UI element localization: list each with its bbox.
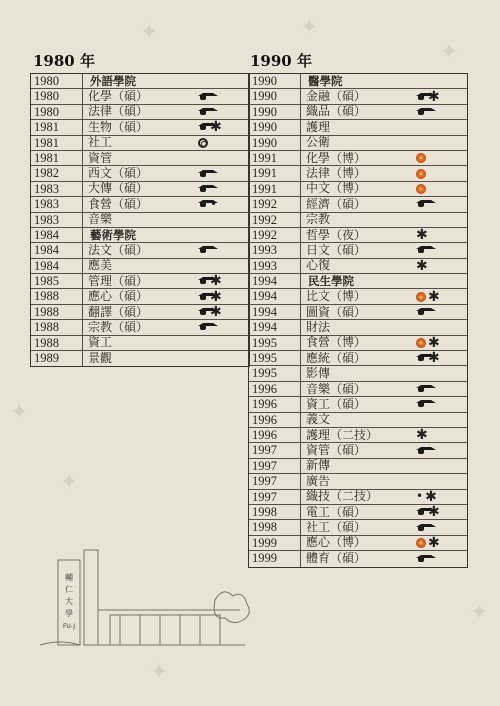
department-name: 日文（碩） bbox=[306, 243, 367, 257]
year-cell: 1985 bbox=[31, 274, 83, 288]
background-pattern: ✦ bbox=[140, 20, 159, 45]
marker-cell bbox=[198, 273, 249, 290]
marker-cell bbox=[198, 138, 249, 148]
department-name: 應心（碩） bbox=[88, 289, 149, 304]
table-row bbox=[31, 74, 249, 89]
year-cell: 1994 bbox=[249, 320, 301, 334]
department-name: 景觀 bbox=[88, 351, 113, 366]
asterisk-icon: ✱ bbox=[428, 534, 440, 551]
table-row bbox=[249, 213, 467, 228]
table-row bbox=[249, 459, 467, 474]
background-pattern: ✦ bbox=[10, 400, 29, 425]
graduation-cap-icon bbox=[416, 200, 426, 208]
year-cell: 1981 bbox=[31, 136, 83, 150]
department-name: 音樂 bbox=[88, 212, 113, 227]
marker-cell bbox=[198, 197, 249, 212]
table-row bbox=[249, 336, 467, 351]
year-cell: 1990 bbox=[249, 120, 301, 134]
year-cell: 1991 bbox=[249, 166, 301, 180]
year-cell: 1990 bbox=[249, 89, 301, 103]
department-name: 應美 bbox=[88, 258, 113, 273]
table-row bbox=[249, 105, 467, 120]
table-row bbox=[249, 505, 467, 520]
table-row bbox=[249, 536, 467, 551]
marker-cell bbox=[416, 246, 467, 254]
asterisk-icon: ✱ bbox=[428, 288, 440, 305]
section-heading-1990: 1990 年 bbox=[250, 52, 312, 70]
table-row bbox=[249, 551, 467, 566]
year-cell: 1982 bbox=[31, 166, 83, 180]
department-name: 音樂（碩） bbox=[306, 381, 367, 396]
college-name: 民生學院 bbox=[308, 273, 354, 288]
dot-icon: • bbox=[416, 489, 424, 504]
year-cell: 1988 bbox=[31, 289, 83, 303]
department-name: 新傳 bbox=[306, 458, 331, 473]
table-row bbox=[249, 166, 467, 181]
graduation-cap-icon bbox=[198, 246, 208, 254]
department-name: 化學（碩） bbox=[88, 89, 149, 104]
department-name: 食營（博） bbox=[306, 335, 367, 350]
year-cell: 1988 bbox=[31, 320, 83, 334]
marker-cell bbox=[416, 385, 467, 393]
background-pattern: ✦ bbox=[60, 470, 79, 495]
circle-icon bbox=[198, 138, 208, 148]
sign-char: 學 bbox=[65, 609, 73, 618]
table-row bbox=[31, 243, 249, 258]
marker-cell bbox=[416, 534, 467, 551]
table-row bbox=[249, 259, 467, 274]
marker-cell bbox=[198, 288, 249, 305]
department-name: 資工（碩） bbox=[306, 396, 367, 411]
table-row bbox=[249, 397, 467, 412]
doctoral-badge-icon bbox=[416, 169, 426, 179]
table-row bbox=[249, 305, 467, 320]
table-row bbox=[31, 305, 249, 320]
department-name: 法律（碩） bbox=[88, 104, 149, 119]
marker-cell bbox=[416, 227, 467, 244]
college-name: 外語學院 bbox=[90, 73, 136, 88]
year-cell: 1997 bbox=[249, 443, 301, 457]
asterisk-icon: ✱ bbox=[210, 119, 222, 136]
table-row bbox=[31, 274, 249, 289]
table-row bbox=[249, 243, 467, 258]
background-pattern: ✦ bbox=[150, 660, 169, 685]
department-name: 公衛 bbox=[306, 135, 331, 150]
graduation-cap-icon bbox=[416, 447, 426, 455]
graduation-cap-icon bbox=[198, 185, 208, 193]
asterisk-icon: ✱ bbox=[428, 350, 440, 367]
table-row bbox=[249, 366, 467, 381]
year-cell: 1981 bbox=[31, 120, 83, 134]
department-name: 織品（碩） bbox=[306, 104, 367, 119]
marker-cell bbox=[416, 184, 467, 194]
year-cell: 1995 bbox=[249, 351, 301, 365]
marker-cell bbox=[416, 489, 467, 504]
department-name: 宗教（碩） bbox=[88, 319, 149, 334]
department-name: 化學（博） bbox=[306, 150, 367, 165]
table-row bbox=[249, 151, 467, 166]
department-name: 圖資（碩） bbox=[306, 304, 367, 319]
graduation-cap-icon bbox=[198, 93, 208, 101]
marker-cell bbox=[198, 170, 249, 178]
year-cell: 1992 bbox=[249, 228, 301, 242]
graduation-cap-icon bbox=[416, 246, 426, 254]
department-name: 護理 bbox=[306, 119, 331, 134]
marker-cell bbox=[198, 304, 249, 321]
department-name: 管理（碩） bbox=[88, 273, 149, 288]
table-row bbox=[31, 289, 249, 304]
graduation-cap-icon bbox=[416, 555, 426, 563]
year-cell: 1995 bbox=[249, 366, 301, 380]
table-row bbox=[249, 89, 467, 104]
table-row bbox=[31, 336, 249, 351]
graduation-cap-icon bbox=[416, 354, 426, 362]
table-row bbox=[249, 320, 467, 335]
department-name: 護理（二技） bbox=[306, 427, 379, 442]
year-cell: 1996 bbox=[249, 413, 301, 427]
department-name: 應統（碩） bbox=[306, 350, 367, 365]
table-row bbox=[249, 182, 467, 197]
department-name: 體育（碩） bbox=[306, 551, 367, 566]
year-cell: 1994 bbox=[249, 274, 301, 288]
department-table-1980 bbox=[30, 73, 250, 367]
department-name: 電工（碩） bbox=[306, 504, 367, 519]
marker-cell bbox=[416, 524, 467, 532]
department-name: 資管（碩） bbox=[306, 443, 367, 458]
doctoral-badge-icon bbox=[416, 338, 426, 348]
marker-cell bbox=[416, 108, 467, 116]
graduation-cap-icon bbox=[198, 308, 208, 316]
marker-cell bbox=[198, 108, 249, 116]
department-name: 翻譯（碩） bbox=[88, 304, 149, 319]
marker-cell bbox=[416, 200, 467, 208]
table-row bbox=[31, 213, 249, 228]
doctoral-badge-icon bbox=[416, 153, 426, 163]
year-cell: 1990 bbox=[249, 136, 301, 150]
department-name: 廣告 bbox=[306, 473, 331, 488]
department-name: 比文（博） bbox=[306, 289, 367, 304]
table-row bbox=[249, 289, 467, 304]
graduation-cap-icon bbox=[416, 108, 426, 116]
department-name: 經濟（碩） bbox=[306, 196, 367, 211]
year-cell: 1991 bbox=[249, 182, 301, 196]
marker-cell bbox=[416, 169, 467, 179]
graduation-cap-icon bbox=[416, 524, 426, 532]
year-cell: 1984 bbox=[31, 259, 83, 273]
table-row bbox=[249, 413, 467, 428]
year-cell: 1999 bbox=[249, 551, 301, 566]
graduation-cap-icon bbox=[198, 293, 208, 301]
asterisk-icon: ✱ bbox=[210, 288, 222, 305]
graduation-cap-icon bbox=[198, 170, 208, 178]
department-name: 中文（博） bbox=[306, 181, 367, 196]
department-name: 西文（碩） bbox=[88, 166, 149, 181]
section-heading-1980: 1980 年 bbox=[33, 52, 95, 70]
asterisk-icon: ✱ bbox=[416, 257, 428, 274]
department-name: 金融（碩） bbox=[306, 89, 367, 104]
graduation-cap-icon bbox=[416, 93, 426, 101]
sign-char: 輔 bbox=[65, 573, 73, 582]
department-name: 食營（碩） bbox=[88, 196, 149, 211]
year-cell: 1995 bbox=[249, 336, 301, 350]
graduation-cap-icon bbox=[416, 385, 426, 393]
college-name: 醫學院 bbox=[308, 73, 343, 88]
department-name: 社工（碩） bbox=[306, 520, 367, 535]
department-name: 資工 bbox=[88, 335, 113, 350]
department-name: 財法 bbox=[306, 319, 331, 334]
marker-cell bbox=[416, 504, 467, 521]
year-cell: 1983 bbox=[31, 182, 83, 196]
marker-cell bbox=[416, 447, 467, 455]
table-row bbox=[31, 351, 249, 366]
doctoral-badge-icon bbox=[416, 538, 426, 548]
table-row bbox=[249, 520, 467, 535]
graduation-cap-icon bbox=[198, 323, 208, 331]
year-cell: 1998 bbox=[249, 520, 301, 534]
department-name: 影傳 bbox=[306, 366, 331, 381]
marker-cell bbox=[416, 350, 467, 367]
dot-icon: • bbox=[210, 196, 218, 211]
table-row bbox=[249, 74, 467, 89]
year-cell: 1994 bbox=[249, 289, 301, 303]
marker-cell bbox=[416, 308, 467, 316]
table-row bbox=[31, 197, 249, 212]
year-cell: 1984 bbox=[31, 228, 83, 242]
department-name: 法律（博） bbox=[306, 166, 367, 181]
marker-cell bbox=[198, 93, 249, 101]
year-cell: 1998 bbox=[249, 505, 301, 519]
year-cell: 1983 bbox=[31, 197, 83, 211]
department-name: 生物（碩） bbox=[88, 119, 149, 134]
department-name: 資管 bbox=[88, 150, 113, 165]
marker-cell bbox=[416, 555, 467, 563]
sign-sub: FU-J bbox=[62, 623, 76, 630]
marker-cell bbox=[198, 323, 249, 331]
year-cell: 1997 bbox=[249, 474, 301, 488]
table-row bbox=[31, 228, 249, 243]
marker-cell bbox=[198, 185, 249, 193]
year-cell: 1984 bbox=[31, 243, 83, 257]
year-cell: 1988 bbox=[31, 336, 83, 350]
table-row bbox=[31, 320, 249, 335]
department-name: 法文（碩） bbox=[88, 243, 149, 257]
table-row bbox=[249, 274, 467, 289]
year-cell: 1988 bbox=[31, 305, 83, 319]
department-name: 社工 bbox=[88, 135, 113, 150]
year-cell: 1994 bbox=[249, 305, 301, 319]
table-row bbox=[31, 259, 249, 274]
background-pattern: ✦ bbox=[300, 15, 319, 40]
year-cell: 1993 bbox=[249, 243, 301, 257]
marker-cell bbox=[416, 400, 467, 408]
asterisk-icon: ✱ bbox=[210, 273, 222, 290]
department-name: 宗教 bbox=[306, 212, 331, 227]
sign-pillar bbox=[84, 550, 98, 645]
marker-cell bbox=[198, 246, 249, 254]
background-pattern: ✦ bbox=[440, 40, 459, 65]
asterisk-icon: ✱ bbox=[428, 504, 440, 521]
asterisk-icon: ✱ bbox=[416, 227, 428, 244]
marker-cell bbox=[416, 427, 467, 444]
year-cell: 1983 bbox=[31, 213, 83, 227]
department-name: 義文 bbox=[306, 412, 331, 427]
marker-cell bbox=[416, 88, 467, 105]
table-row bbox=[31, 89, 249, 104]
marker-cell bbox=[416, 257, 467, 274]
year-cell: 1992 bbox=[249, 197, 301, 211]
year-cell: 1989 bbox=[31, 351, 83, 366]
graduation-cap-icon bbox=[198, 123, 208, 131]
department-name: 應心（博） bbox=[306, 535, 367, 550]
year-cell: 1980 bbox=[31, 89, 83, 103]
year-cell: 1993 bbox=[249, 259, 301, 273]
college-name: 藝術學院 bbox=[90, 227, 136, 242]
graduation-cap-icon bbox=[198, 277, 208, 285]
year-cell: 1997 bbox=[249, 459, 301, 473]
year-cell: 1990 bbox=[249, 74, 301, 88]
department-name: 哲學（夜） bbox=[306, 227, 367, 242]
table-row bbox=[31, 151, 249, 166]
marker-cell bbox=[416, 153, 467, 163]
department-name: 心復 bbox=[306, 258, 331, 273]
year-cell: 1980 bbox=[31, 105, 83, 119]
sign-char: 大 bbox=[65, 597, 73, 606]
doctoral-badge-icon bbox=[416, 184, 426, 194]
graduation-cap-icon bbox=[198, 108, 208, 116]
table-row bbox=[31, 166, 249, 181]
year-cell: 1996 bbox=[249, 428, 301, 442]
table-row bbox=[249, 382, 467, 397]
asterisk-icon: ✱ bbox=[428, 88, 440, 105]
table-row bbox=[31, 136, 249, 151]
background-pattern: ✦ bbox=[470, 600, 489, 625]
year-cell: 1981 bbox=[31, 151, 83, 165]
marker-cell bbox=[198, 119, 249, 136]
table-row bbox=[249, 228, 467, 243]
table-row bbox=[249, 474, 467, 489]
year-cell: 1999 bbox=[249, 536, 301, 550]
table-row bbox=[249, 197, 467, 212]
year-cell: 1996 bbox=[249, 397, 301, 411]
asterisk-icon: ✱ bbox=[416, 427, 428, 444]
table-row bbox=[249, 136, 467, 151]
table-row bbox=[249, 443, 467, 458]
table-row bbox=[249, 351, 467, 366]
table-row bbox=[249, 490, 467, 505]
asterisk-icon: ✱ bbox=[428, 334, 440, 351]
marker-cell bbox=[416, 288, 467, 305]
year-cell: 1996 bbox=[249, 382, 301, 396]
marker-cell bbox=[416, 334, 467, 351]
asterisk-icon: ✱ bbox=[210, 304, 222, 321]
year-cell: 1990 bbox=[249, 105, 301, 119]
year-cell: 1980 bbox=[31, 74, 83, 88]
table-row bbox=[31, 182, 249, 197]
table-row bbox=[31, 120, 249, 135]
department-table-1990 bbox=[248, 73, 468, 568]
department-name: 大傳（碩） bbox=[88, 181, 149, 196]
asterisk-icon: ✱ bbox=[425, 488, 437, 505]
year-cell: 1997 bbox=[249, 490, 301, 504]
campus-building-illustration bbox=[40, 540, 260, 650]
doctoral-badge-icon bbox=[416, 292, 426, 302]
year-cell: 1992 bbox=[249, 213, 301, 227]
year-cell: 1991 bbox=[249, 151, 301, 165]
graduation-cap-icon bbox=[416, 308, 426, 316]
graduation-cap-icon bbox=[198, 200, 208, 208]
department-name: 織技（二技） bbox=[306, 489, 379, 504]
table-row bbox=[249, 428, 467, 443]
table-row bbox=[31, 105, 249, 120]
sign-char: 仁 bbox=[65, 585, 73, 594]
graduation-cap-icon bbox=[416, 508, 426, 516]
table-row bbox=[249, 120, 467, 135]
graduation-cap-icon bbox=[416, 400, 426, 408]
